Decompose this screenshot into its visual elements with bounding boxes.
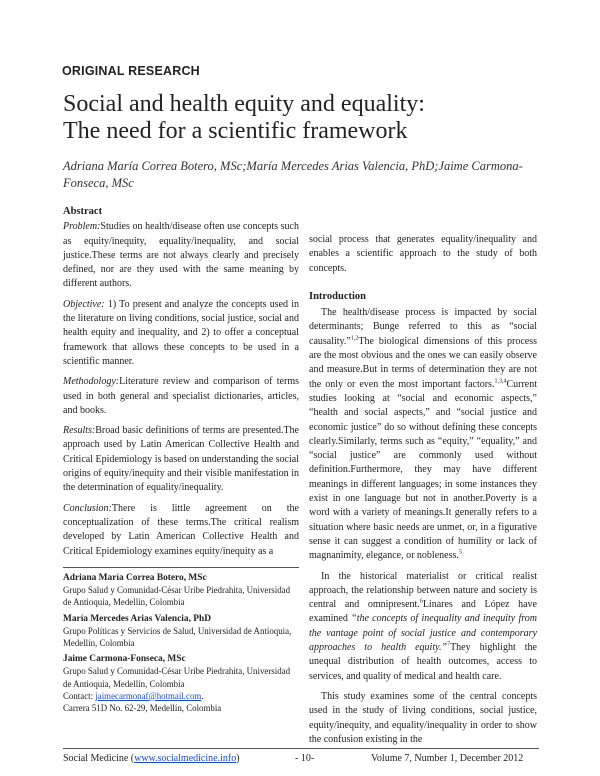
objective-text: 1) To present and analyze the concepts used in the literature on living conditions, social justice, social and health equity and inequality, and 2) to offer a conceptual framework that allows these concepts to be used in a scientific manner.: [63, 298, 299, 367]
abstract-results: [63, 424, 299, 495]
methodology-text: Literature review and comparison of terms used in both general and specialist dictionaries, articles, and books.: [63, 376, 299, 416]
intro-p2-a: In the historical materialist or critical realist approach, the relationship between nature and society is central and omnipresent.: [309, 570, 537, 611]
affiliations-block: [63, 572, 299, 714]
affil-3-org: Grupo Salud y Comunidad-César Uribe Piedrahita, Universidad de Antioquia, Medellín, Colombia: [63, 666, 291, 689]
intro-p2-c: They highlight the unequal distribution of health outcomes, access to services, and quality of medical and health care.: [309, 642, 537, 682]
intro-paragraph-2: [309, 570, 537, 684]
page-number: - 10-: [295, 753, 315, 764]
abstract-methodology: [63, 375, 299, 418]
abstract-continued: social process that generates equality/inequality and enables a scientific approach to the study of both concepts.: [309, 234, 537, 274]
methodology-label: Methodology:: [63, 376, 120, 388]
results-label: Results:: [63, 425, 96, 437]
contact-end: .: [201, 690, 204, 701]
journal-url-link[interactable]: www.socialmedicine.info: [134, 753, 237, 764]
author-list: Adriana María Correa Botero, MSc;María Mercedes Arias Valencia, PhD;Jaime Carmona-Fonseca, MSc: [63, 159, 523, 190]
intro-paragraph-1: [309, 306, 537, 563]
affil-1-name: Adriana María Correa Botero, MSc: [63, 573, 207, 583]
title-line-1: Social and health equity and equality:: [63, 91, 425, 117]
title-line-2: The need for a scientific framework: [63, 118, 408, 144]
intro-p1-c: Current studies looking at “social and economic aspects,” “health and social aspects,” and “social justice and economic justice” do so without defining these concepts clearly.Similarly, terms such as “equity,” “equality,” and “social justice” are commonly used without definition.Furthermore, they may have different meanings in different languages; in some instances they exist in one language but not in another.Poverty is a word with a variety of meanings.It generally refers to a situation where basic needs are unmet, or, in a figurative sense it can suggest a condition of humility or lack of magnanimity, elegance, or nobleness.: [309, 378, 537, 562]
footer-divider: [63, 748, 539, 749]
address: Carrera 51D No. 62-29, Medellín, Colombia: [63, 703, 222, 714]
intro-p1-b: The biological dimensions of this process are the most obvious and the ones we can easily observe and measure.But in terms of determination they are not the only or even the most important factors.: [309, 335, 537, 390]
affiliation-divider: [63, 567, 299, 568]
intro-p1-a: The health/disease process is impacted by social determinants; Bunge referred to this as “social causality.”: [309, 307, 537, 347]
abstract-heading: Abstract: [63, 206, 103, 217]
contact-line: [63, 690, 299, 702]
citation-sup: 5: [458, 549, 462, 556]
citation-sup: 1,2: [350, 335, 359, 342]
footer-journal: [63, 753, 240, 764]
abstract-column: [63, 205, 299, 565]
citation-sup: 6: [419, 598, 423, 605]
footer-journal-end: ): [236, 753, 240, 764]
contact-email-link[interactable]: jaimecarmonaf@hotmail.com: [95, 690, 202, 701]
volume-info: Volume 7, Number 1, December 2012: [371, 753, 524, 764]
affil-3-name: Jaime Carmona-Fonseca, MSc: [63, 654, 186, 665]
abstract-problem: [63, 220, 299, 291]
affil-2-org: Grupo Políticas y Servicios de Salud, Universidad de Antioquia, Medellín, Colombia: [63, 625, 292, 649]
conclusion-text: There is little agreement on the conceptualization of these terms.The critical realism developed by Latin American Collective Health and Critical Epidemiology examines equity/inequity as a: [63, 502, 299, 557]
abstract-objective: [63, 298, 299, 369]
footer-journal-label: Social Medicine (: [63, 753, 135, 764]
conclusion-label: Conclusion:: [63, 502, 112, 514]
intro-paragraph-3: This study examines some of the central concepts used in the study of living conditions, social justice, equity/inequity, and equality/inequality in order to show the confusion existing in the: [309, 690, 537, 745]
article-title: [63, 91, 543, 145]
results-text: Broad basic definitions of terms are presented.The approach used by Latin American Collective Health and Critical Epidemiology is based on understanding the social origins of equity/inequity and their visible manifestation in the determination of equality/inequality.: [63, 425, 299, 494]
intro-p2-b: Linares and López have examined: [309, 599, 537, 625]
intro-p2-quote: “the concepts of inequality and inequity from the vantage point of social justice and contemporary approaches to health equity.”: [309, 613, 537, 654]
section-tag: ORIGINAL RESEARCH: [62, 64, 200, 78]
affil-2-name: María Mercedes Arias Valencia, PhD: [63, 613, 211, 624]
affil-1-org: Grupo Salud y Comunidad-César Uribe Piedrahita, Universidad de Antioquia, Medellín, Colombia: [63, 585, 291, 608]
contact-label: Contact:: [63, 690, 96, 701]
abstract-conclusion: [63, 502, 299, 559]
citation-sup: 1,3,4: [494, 378, 507, 385]
introduction-heading: Introduction: [309, 290, 366, 302]
problem-label: Problem:: [63, 221, 101, 233]
problem-text: Studies on health/disease often use concepts such as equity/inequity, equality/inequality, and social justice.These terms are not always clearly and precisely defined, nor are they used with the same meaning by different authors.: [63, 221, 299, 290]
citation-sup: 7: [447, 641, 451, 648]
objective-label: Objective:: [63, 298, 105, 310]
right-column: [309, 233, 537, 753]
